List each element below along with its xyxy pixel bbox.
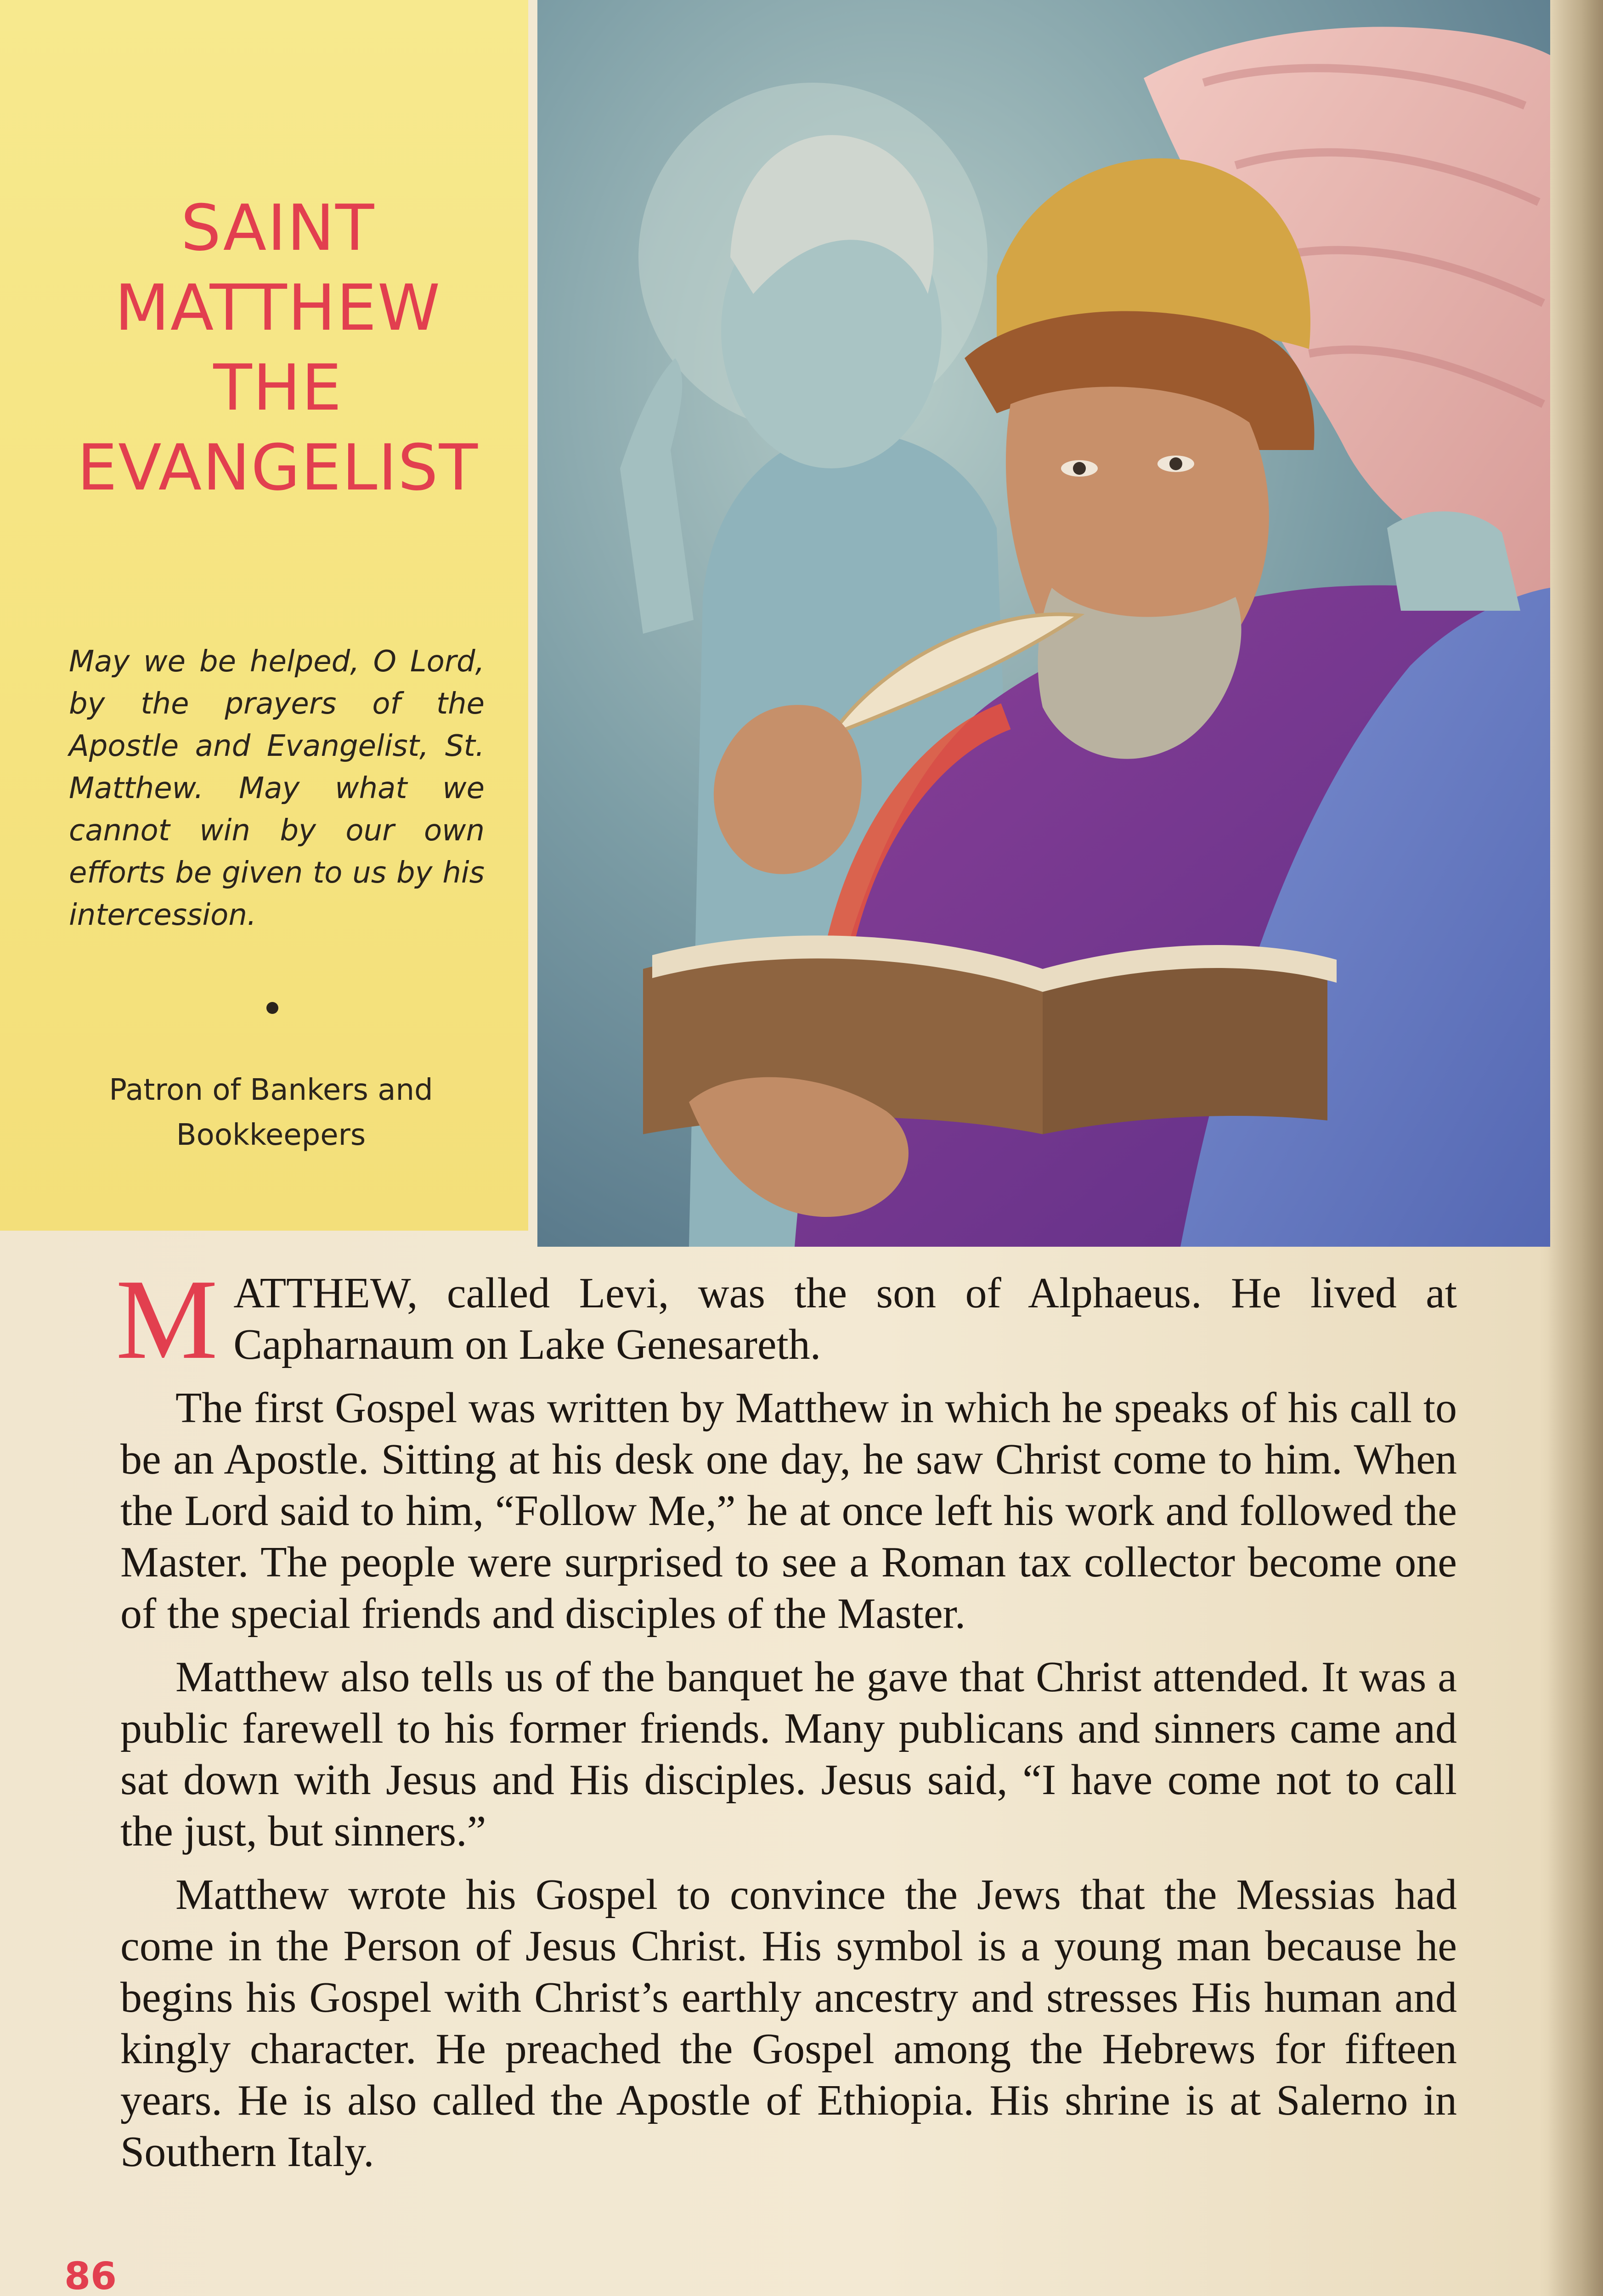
page-number: 86 xyxy=(64,2255,117,2296)
article-paragraph-4: Matthew wrote his Gospel to convince the Jews that the Messias had come in the Person of Jesus Christ. His symbol is a young man because he begins his Gospel with Christ’s earthly ancestry and stresses His human and kingly character. He preached the Gospel among the Hebrews for fifteen years. He is also called the Apostle of Ethiopia. His shrine is at Salerno in Southern Italy. xyxy=(120,1871,1457,2176)
bullet-divider xyxy=(266,1002,278,1014)
article-paragraph-2: The first Gospel was written by Matthew in which he speaks of his call to be an Apostle. Sitting at his desk one day, he saw Christ come to him. When the Lord said to him, “Follow Me,” he at once left his work and followed the Master. The people were surprised to see a Roman tax collector become one of the special friends and disciples of the Master. xyxy=(120,1384,1457,1638)
patron-text: Patron of Bankers and Bookkeepers xyxy=(109,1073,433,1152)
drop-cap: M xyxy=(116,1256,218,1383)
book-spine-shadow xyxy=(1548,0,1603,2296)
sidebar-panel xyxy=(0,0,528,1231)
prayer-text: May we be helped, O Lord, by the prayers of the Apostle and Evangelist, St. Matthew. May what we cannot win by our own efforts be given to us by his intercession. xyxy=(69,645,485,932)
title-line-1: SAINT xyxy=(181,191,375,265)
saint-matthew-painting xyxy=(537,0,1550,1247)
title-line-4: EVANGELIST xyxy=(77,431,479,505)
title-line-2: MATTHEW xyxy=(114,271,441,345)
title-line-3: THE xyxy=(213,351,343,425)
article-paragraph-3: Matthew also tells us of the banquet he gave that Christ attended. It was a public farewell to his former friends. Many publicans and sinners came and sat down with Jesus and His disciples. Jesus said, “I have come not to call the just, but sinners.” xyxy=(120,1653,1457,1855)
article-body xyxy=(116,1256,1457,2189)
article-paragraph-1 xyxy=(116,1256,1457,1383)
first-paragraph-text: ATTHEW, called Levi, was the son of Alphaeus. He lived at Capharnaum on Lake Genesareth. xyxy=(233,1269,1457,1368)
saint-title xyxy=(28,188,528,508)
